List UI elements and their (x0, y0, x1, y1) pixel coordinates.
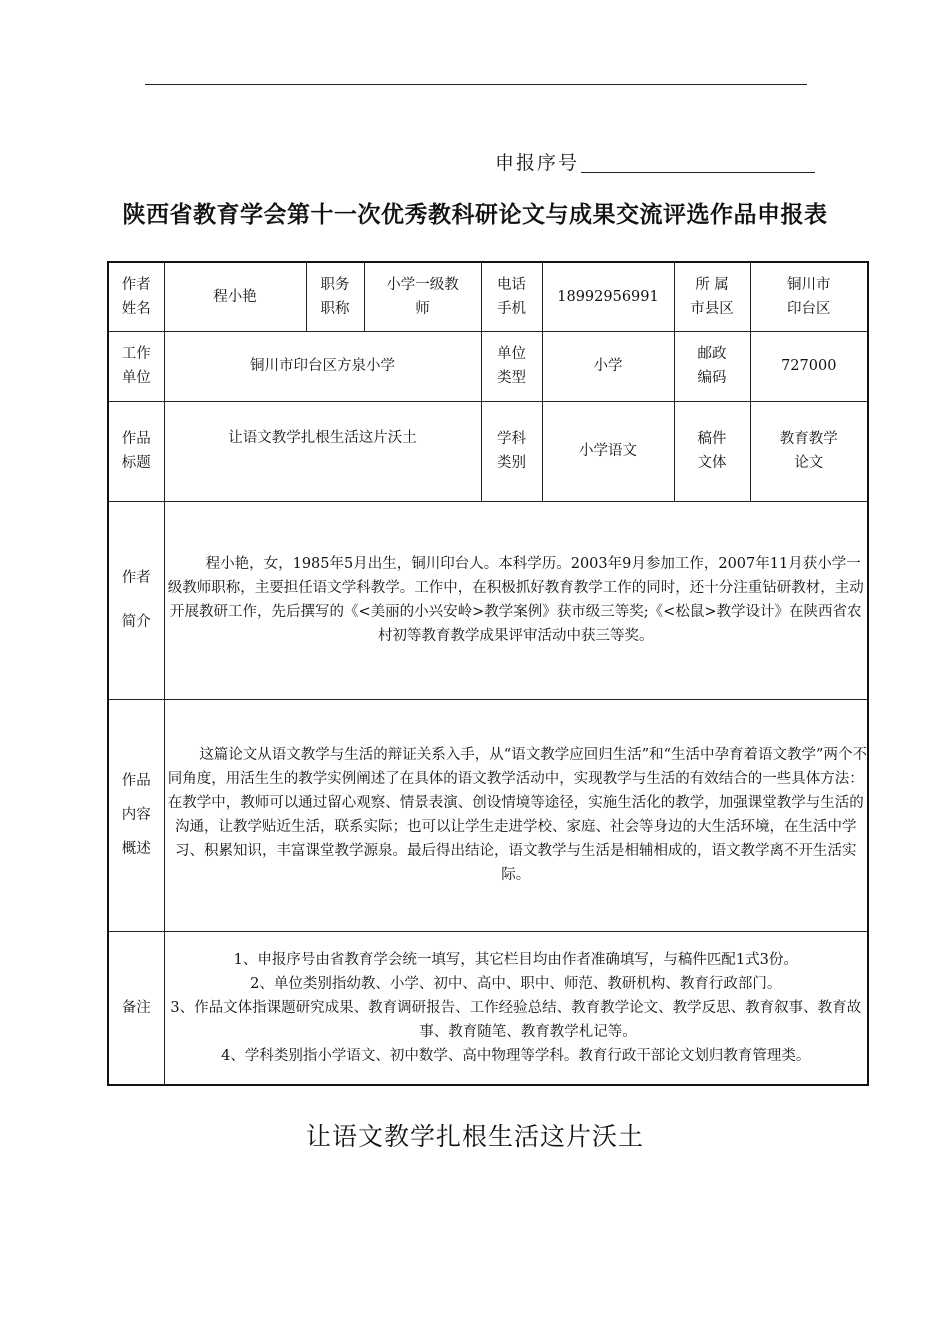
article-title: 让语文教学扎根生活这片沃土 (305, 1122, 644, 1151)
unit-type-label: 单位 类型 (481, 331, 542, 401)
unit-type-value[interactable]: 小学 (542, 331, 674, 401)
serial-label: 申报序号 (495, 152, 580, 174)
work-title-value[interactable]: 让语文教学扎根生活这片沃土 (164, 401, 481, 501)
summary-label: 作品 内容 概述 (108, 699, 164, 931)
note-item-4: 4、学科类别指小学语文、初中数学、高中物理等学科。教育行政干部论文划归教育管理类。 (221, 1047, 811, 1064)
genre-value[interactable]: 教育教学 论文 (750, 401, 868, 501)
subject-value[interactable]: 小学语文 (542, 401, 674, 501)
summary-cell[interactable] (164, 699, 868, 931)
genre-label: 稿件 文体 (674, 401, 750, 501)
postcode-label: 邮政 编码 (674, 331, 750, 401)
author-name-value[interactable]: 程小艳 (164, 262, 306, 331)
phone-label: 电话 手机 (481, 262, 542, 331)
application-form (107, 261, 869, 1086)
phone-value[interactable]: 18992956991 (542, 262, 674, 331)
author-name-label: 作者 姓名 (108, 262, 164, 331)
top-rule (145, 84, 807, 85)
bio-text: 程小艳，女，1985年5月出生，铜川印台人。本科学历。2003年9月参加工作，2007年11月获小学一级教师职称，主要担任语文学科教学。工作中，在积极抓好教育教学工作的同时，还十分注重钻研教材，主动开展教研工作，先后撰写的《<美丽的小兴安岭>教学案例》获市级三等奖;《<松鼠>教学设计》在陕西省农村初等教育教学成果评审活动中获三等奖。 (167, 556, 864, 644)
work-unit-label: 工作 单位 (108, 331, 164, 401)
bio-label: 作者 简介 (108, 501, 164, 699)
notes-cell (164, 931, 868, 1085)
note-item-3: 3、作品文体指课题研究成果、教育调研报告、工作经验总结、教育教学论文、教学反思、教育叙事、教育故事、教育随笔、教育教学札记等。 (170, 999, 862, 1040)
position-value[interactable]: 小学一级教 师 (364, 262, 481, 331)
subject-label: 学科 类别 (481, 401, 542, 501)
position-label: 职务 职称 (306, 262, 364, 331)
note-item-1: 1、申报序号由省教育学会统一填写，其它栏目均由作者准确填写，与稿件匹配1式3份。 (233, 951, 798, 968)
postcode-value[interactable]: 727000 (750, 331, 868, 401)
note-item-2: 2、单位类别指幼教、小学、初中、高中、职中、师范、教研机构、教育行政部门。 (250, 975, 782, 992)
work-unit-value[interactable]: 铜川市印台区方泉小学 (164, 331, 481, 401)
district-value[interactable]: 铜川市 印台区 (750, 262, 868, 331)
work-title-label: 作品 标题 (108, 401, 164, 501)
district-label: 所 属 市县区 (674, 262, 750, 331)
summary-text: 这篇论文从语文教学与生活的辩证关系入手，从“语文教学应回归生活”和“生活中孕育着语文教学”两个不同角度，用活生生的教学实例阐述了在具体的语文教学活动中，实现教学与生活的有效结合的一些具体方法：在教学中，教师可以通过留心观察、情景表演、创设情境等途径，实施生活化的教学，加强课堂教学与生活的沟通，让教学贴近生活，联系实际；也可以让学生走进学校、家庭、社会等身边的大生活环境，在生活中学习、积累知识，丰富课堂教学源泉。最后得出结论，语文教学与生活是相辅相成的，语文教学离不开生活实际。 (167, 747, 867, 883)
notes-label: 备注 (108, 931, 164, 1085)
serial-number-field[interactable] (581, 172, 815, 173)
bio-cell[interactable] (164, 501, 868, 699)
document-title: 陕西省教育学会第十一次优秀教科研论文与成果交流评选作品申报表 (122, 202, 828, 228)
